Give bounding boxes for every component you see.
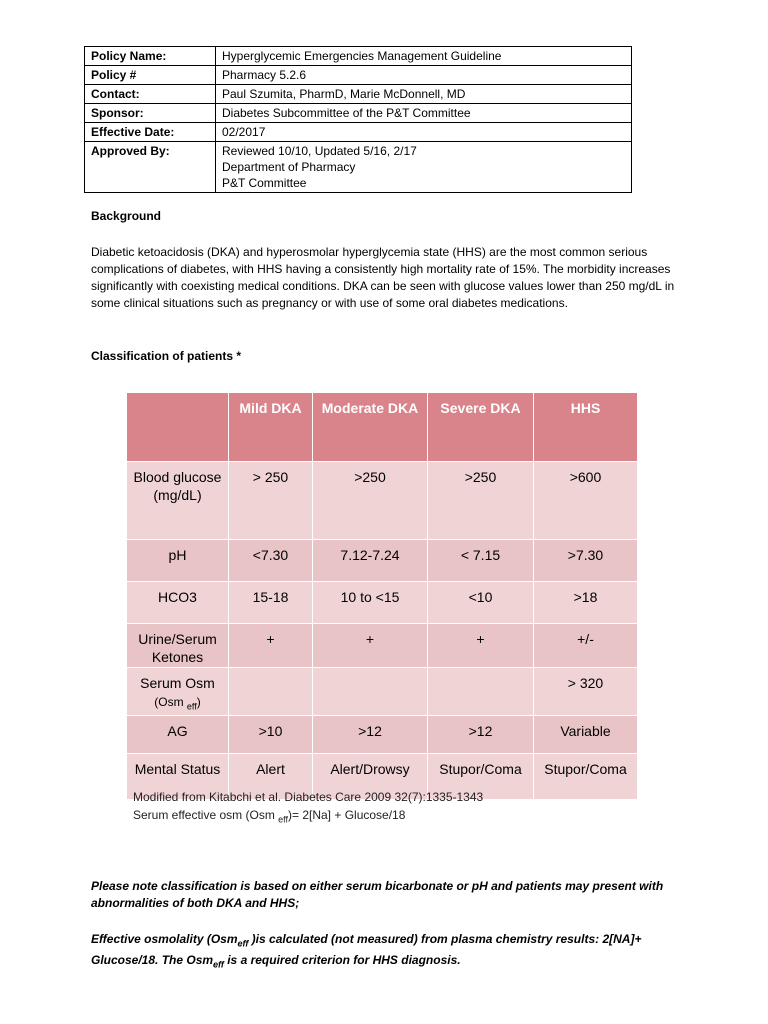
cell-value: +/- [534,624,638,668]
cell-value [313,668,428,716]
cell-value: > 320 [534,668,638,716]
policy-value-line: Department of Pharmacy [222,160,356,174]
classification-note: Please note classification is based on either serum bicarbonate or pH and patients may present with abnormalities of both DKA and HHS; [91,879,664,910]
source-note: Modified from Kitabchi et al. Diabetes Care 2009 32(7):1335-1343 [133,790,484,804]
row-label: Mental Status [127,754,229,800]
row-ag [127,716,638,754]
row-label: HCO3 [127,582,229,624]
header-cell-empty [127,393,229,462]
row-label: Urine/Serum Ketones [127,624,229,668]
policy-field-value [216,104,632,123]
osm-formula-note: Serum effective osm (Osm $_{eff}$)= 2[Na] + Glucose/18 [133,808,406,825]
header-cell-mild-dka: Mild DKA [229,393,313,462]
policy-value-line: Reviewed 10/10, Updated 5/16, 2/17 [222,144,417,158]
policy-field-value [216,123,632,142]
cell-value: >250 [313,462,428,540]
osm-eff-label: (Osm $_{eff}$) [154,695,201,712]
policy-field-label: Sponsor: [85,104,216,123]
row-ph [127,540,638,582]
policy-row [85,85,632,104]
policy-field-label: Approved By: [85,142,216,193]
cell-value: <10 [428,582,534,624]
cell-value: >18 [534,582,638,624]
row-hco3 [127,582,638,624]
cell-value: >250 [428,462,534,540]
policy-field-value [216,85,632,104]
classification-header-row [127,393,638,462]
cell-value: <7.30 [229,540,313,582]
cell-value [428,668,534,716]
policy-field-label: Contact: [85,85,216,104]
row-label: AG [127,716,229,754]
policy-value-line: Paul Szumita, PharmD, Marie McDonnell, MD [222,87,466,101]
policy-field-label: Effective Date: [85,123,216,142]
policy-info-table [84,46,632,193]
osmolality-note: Effective osmolality (Osm$_{eff}$ )is calculated (not measured) from plasma chemistry results: 2[NA]+ Glucose/18. The Osm$_{eff}$ is a required criterion for HHS diagnosis. [91,932,642,970]
policy-field-value [216,142,632,193]
cell-value: 10 to <15 [313,582,428,624]
row-ketones [127,624,638,668]
cell-value: >600 [534,462,638,540]
cell-value: >10 [229,716,313,754]
row-label: pH [127,540,229,582]
policy-row [85,66,632,85]
classification-table [126,392,638,800]
policy-row [85,104,632,123]
policy-value-line: Pharmacy 5.2.6 [222,68,307,82]
cell-value: Alert [229,754,313,800]
cell-value: < 7.15 [428,540,534,582]
policy-field-value [216,66,632,85]
cell-value: + [313,624,428,668]
serum-osm-label: Serum Osm [140,675,215,691]
cell-value: 7.12-7.24 [313,540,428,582]
policy-value-line: Hyperglycemic Emergencies Management Guideline [222,49,502,63]
cell-value: >12 [313,716,428,754]
header-cell-moderate-dka: Moderate DKA [313,393,428,462]
cell-value: Stupor/Coma [428,754,534,800]
cell-value: 15-18 [229,582,313,624]
header-cell-hhs: HHS [534,393,638,462]
cell-value: >7.30 [534,540,638,582]
background-heading: Background [91,209,162,223]
cell-value: + [428,624,534,668]
row-label [127,668,229,716]
cell-value: Stupor/Coma [534,754,638,800]
classification-heading: Classification of patients * [91,349,242,363]
policy-field-label: Policy Name: [85,47,216,66]
policy-row [85,142,632,193]
row-label: Blood glucose (mg/dL) [127,462,229,540]
cell-value: + [229,624,313,668]
policy-row [85,47,632,66]
policy-row [85,123,632,142]
row-serum-osm [127,668,638,716]
row-blood-glucose [127,462,638,540]
cell-value: > 250 [229,462,313,540]
policy-field-value [216,47,632,66]
cell-value: Alert/Drowsy [313,754,428,800]
header-cell-severe-dka: Severe DKA [428,393,534,462]
policy-value-line: Diabetes Subcommittee of the P&T Committee [222,106,471,120]
cell-value [229,668,313,716]
background-paragraph: Diabetic ketoacidosis (DKA) and hyperosmolar hyperglycemia state (HHS) are the most common serious complications of diabetes, with HHS having a consistently high mortality rate of 15%. The morbidity increases significantly with coexisting medical conditions. DKA can be seen with glucose values lower than 250 mg/dL in some clinical situations such as pregnancy or with use of some oral diabetes medications. [91,245,675,310]
cell-value: Variable [534,716,638,754]
policy-field-label: Policy # [85,66,216,85]
cell-value: >12 [428,716,534,754]
policy-value-line: P&T Committee [222,176,307,190]
policy-value-line: 02/2017 [222,125,266,139]
